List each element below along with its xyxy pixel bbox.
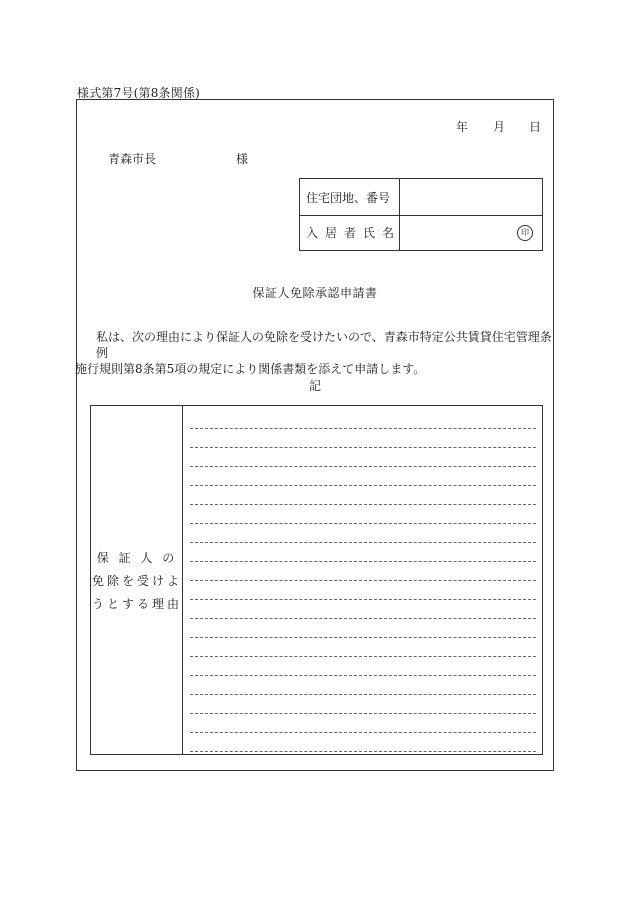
reason-dotted-line (190, 561, 536, 562)
reason-label-line-3: うとする理由 (91, 597, 182, 611)
reason-dotted-line (190, 504, 536, 505)
date-month: 月 (493, 120, 506, 134)
applicant-table (299, 178, 543, 251)
address-label: 住宅団地、番号 (300, 179, 400, 215)
honorific: 様 (236, 152, 249, 166)
reason-label-line-2: 免除を受けよ (91, 574, 182, 588)
reason-dotted-line (190, 732, 536, 733)
name-field[interactable] (401, 215, 542, 250)
reason-dotted-line (190, 466, 536, 467)
addressee: 青森市長 (108, 152, 157, 166)
date-day: 日 (529, 120, 542, 134)
reason-dotted-line (190, 618, 536, 619)
seal-icon: 印 (517, 225, 533, 241)
body-line-1: 私は、次の理由により保証人の免除を受けたいので、青森市特定公共賃貸住宅管理条例 (96, 330, 552, 360)
reason-dotted-line (190, 599, 536, 600)
reason-dotted-line (190, 675, 536, 676)
date-year: 年 (456, 120, 469, 134)
address-field[interactable] (401, 179, 542, 215)
reason-dotted-line (190, 656, 536, 657)
reason-label-cell (91, 406, 183, 754)
reason-dotted-line (190, 713, 536, 714)
reason-dotted-line (190, 694, 536, 695)
reason-box (90, 405, 543, 755)
reason-dotted-line (190, 542, 536, 543)
document-title: 保証人免除承認申請書 (252, 286, 378, 300)
name-label: 入居者氏名 (300, 215, 400, 250)
form-number-label: 様式第7号(第8条関係) (77, 86, 201, 100)
reason-label-line-1: 保 証 人 の (96, 551, 178, 565)
reason-dotted-line (190, 428, 536, 429)
ki-heading: 記 (308, 379, 321, 393)
reason-dotted-line (190, 447, 536, 448)
reason-write-area[interactable] (184, 406, 542, 754)
body-text (75, 329, 554, 377)
reason-dotted-line (190, 485, 536, 486)
reason-dotted-line (190, 637, 536, 638)
body-line-2: 施行規則第8条第5項の規定により関係書類を添えて申請します。 (75, 362, 426, 376)
reason-dotted-line (190, 523, 536, 524)
reason-dotted-line (190, 751, 536, 752)
applicant-address-row (300, 179, 542, 216)
applicant-name-row (300, 215, 542, 250)
reason-dotted-line (190, 580, 536, 581)
